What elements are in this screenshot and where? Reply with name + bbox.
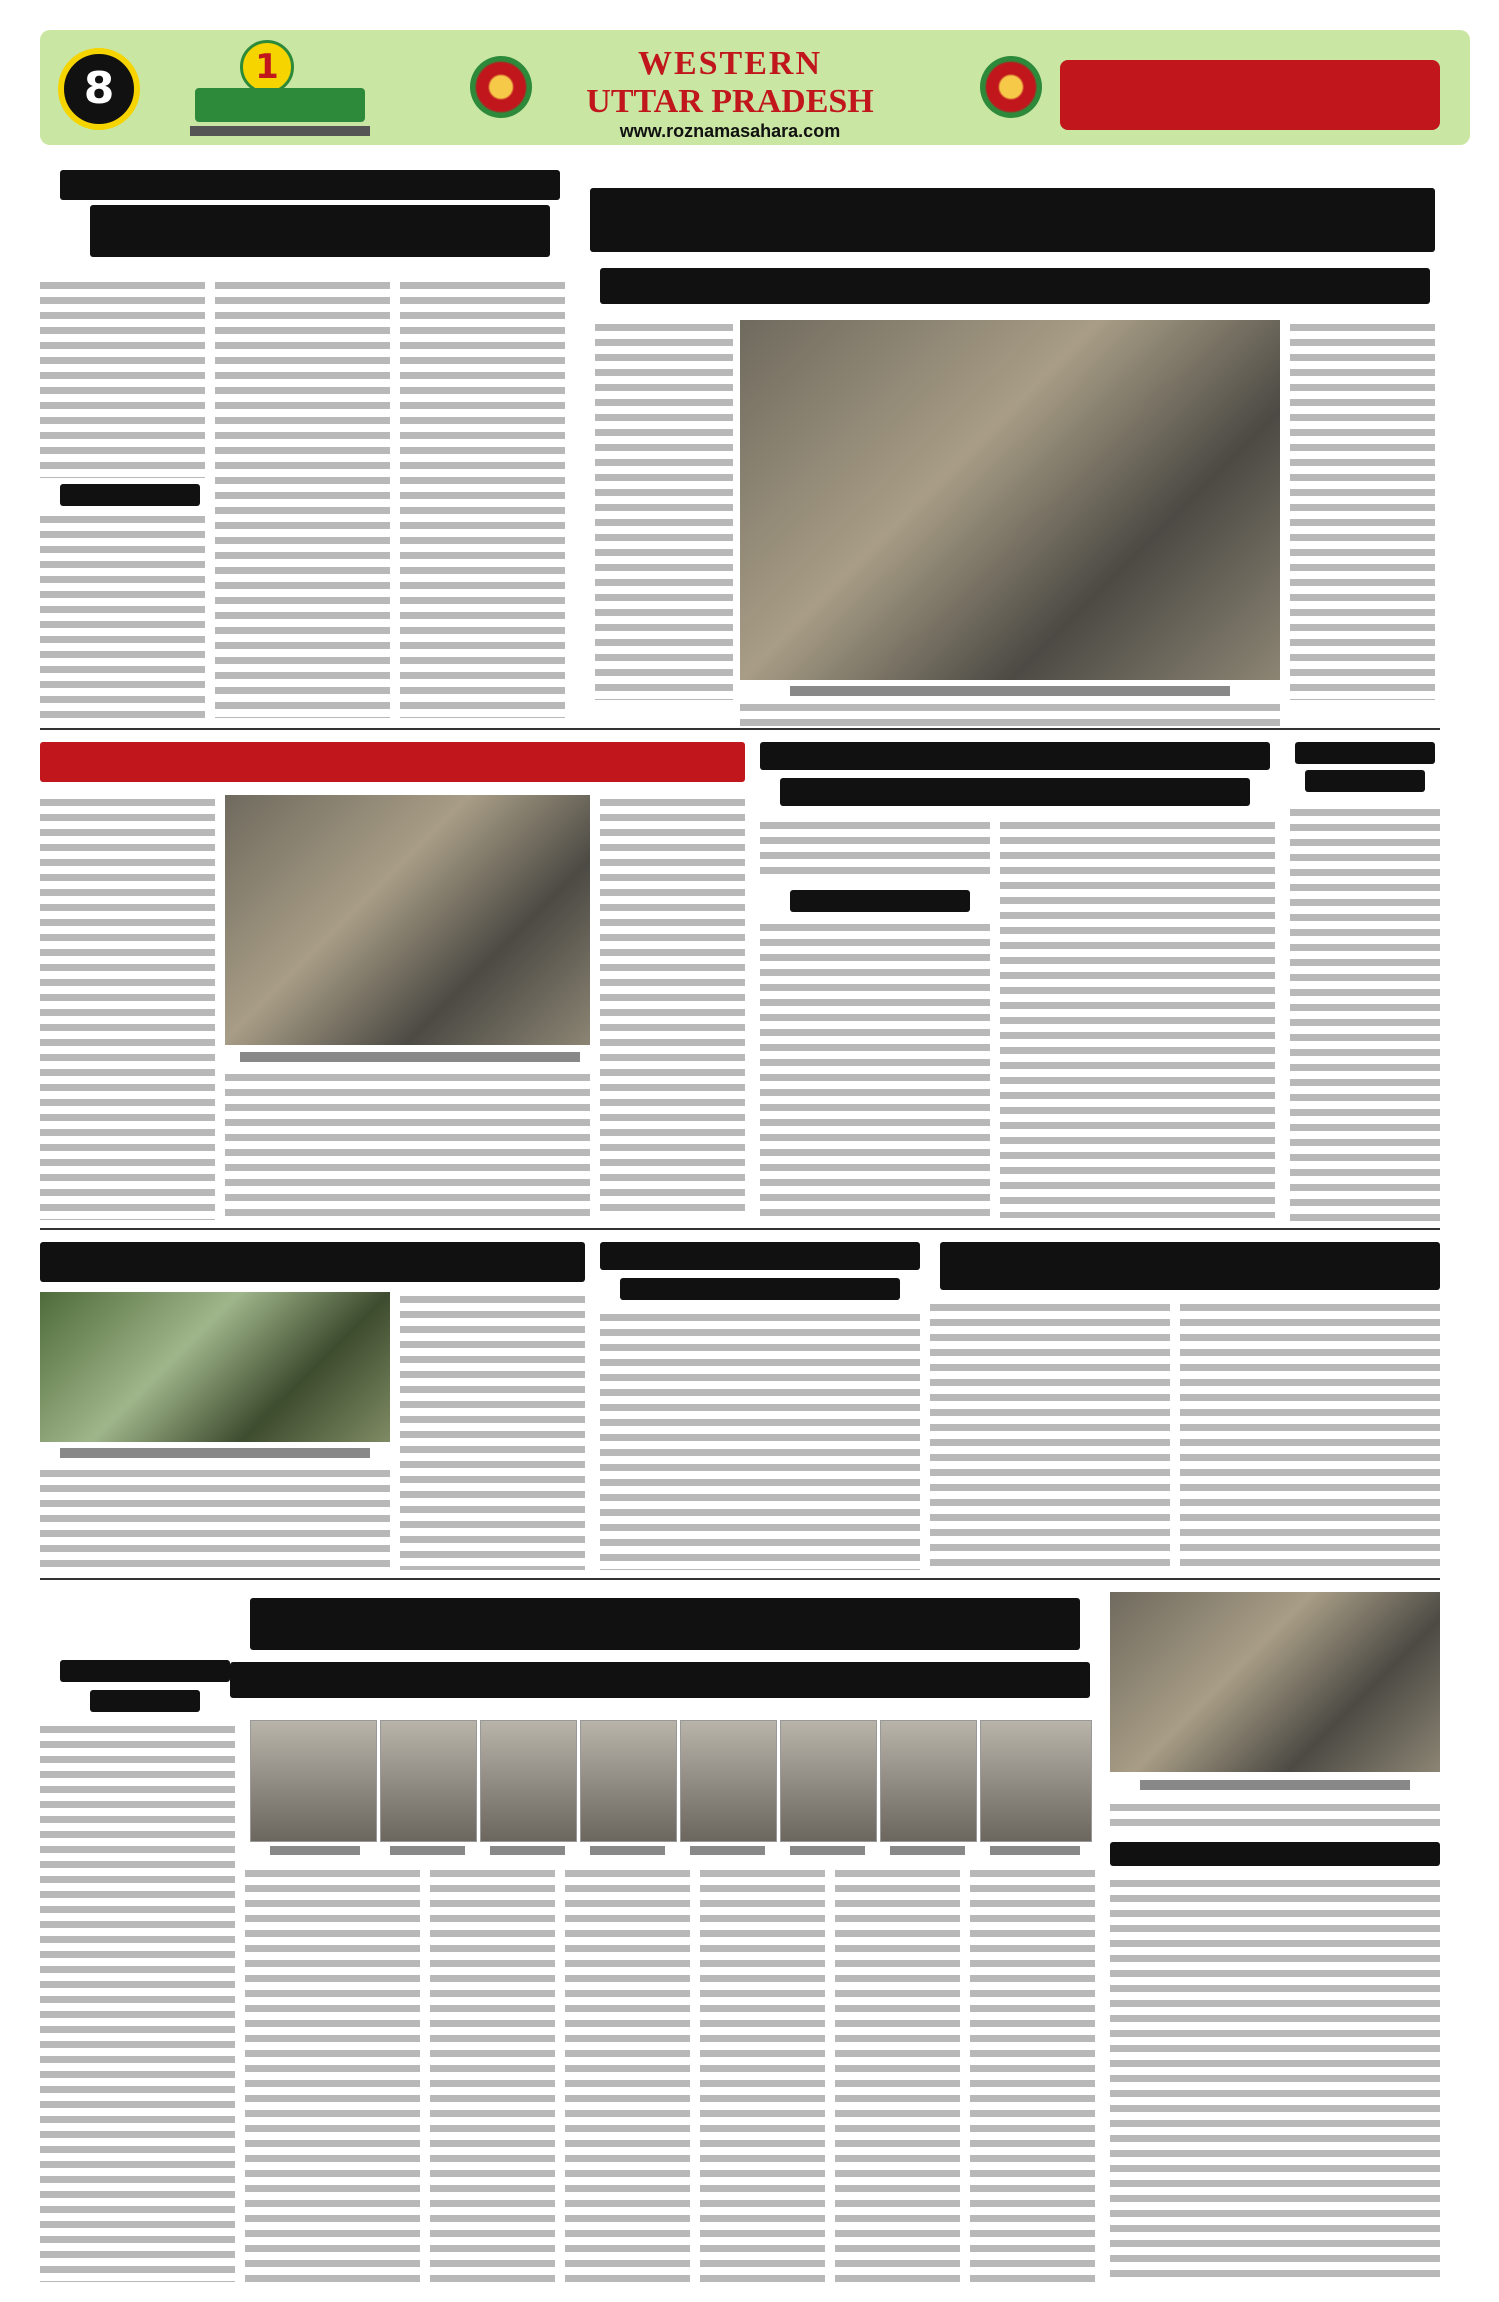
fog-headline: [1295, 742, 1435, 764]
bjp-policy-body: [1110, 1876, 1440, 2282]
portrait-name-4: [690, 1846, 765, 1855]
azam-khan-headline: [40, 742, 745, 782]
portrait-name-5: [590, 1846, 665, 1855]
emblem-icon: [470, 56, 532, 118]
urdu-section-title: [1060, 60, 1440, 130]
budget-col5: [430, 1866, 555, 2282]
budget-headline: [250, 1598, 1080, 1650]
issue-date-line: [190, 126, 370, 136]
brief-headline: [60, 484, 200, 506]
death-subheadline: [780, 778, 1250, 806]
bjp-policy-headline: [1110, 1842, 1440, 1866]
website-url[interactable]: www.roznamasahara.com: [619, 121, 841, 141]
budget-col6: [245, 1866, 420, 2282]
death-headline: [760, 742, 1270, 770]
newspaper-logo-mark: 1: [240, 40, 294, 94]
public-issues-headline: [940, 1242, 1440, 1290]
press-club-headline: [40, 1242, 585, 1282]
azam-body-col1: [600, 795, 745, 1215]
lead-subheadline: [600, 268, 1430, 304]
section-title-line2: UTTAR PRADESH: [586, 83, 874, 120]
divider: [40, 1228, 1440, 1230]
azam-body-col2: [225, 1070, 590, 1220]
public-issues-col2: [930, 1300, 1170, 1570]
page-number: 8: [58, 48, 140, 130]
portrait-name-7: [390, 1846, 465, 1855]
azam-photo: [225, 795, 590, 1045]
samporna-headline: [60, 1660, 230, 1682]
brief-body: [40, 512, 205, 718]
fog-body: [1290, 805, 1440, 1225]
story2-col1: [400, 278, 565, 718]
portrait-1: [980, 1720, 1092, 1842]
portrait-5: [580, 1720, 677, 1842]
triple-talaq-subheadline: [620, 1278, 900, 1300]
budget-col3: [700, 1866, 825, 2282]
portrait-name-6: [490, 1846, 565, 1855]
budget-subheadline: [230, 1662, 1090, 1698]
budget-col4: [565, 1866, 690, 2282]
story2-col2: [215, 278, 390, 718]
triple-talaq-body: [600, 1310, 920, 1570]
portrait-name-1: [990, 1846, 1080, 1855]
lead-body-cont: [740, 700, 1280, 728]
portrait-3: [780, 1720, 877, 1842]
azam-photo-caption: [240, 1052, 580, 1062]
emblem-icon: [980, 56, 1042, 118]
triple-talaq-headline: [600, 1242, 920, 1270]
story2-kicker: [60, 170, 560, 200]
story2-col3: [40, 278, 205, 478]
portrait-2: [880, 1720, 977, 1842]
deoband-caption: [1140, 1780, 1410, 1790]
deoband-photo: [1110, 1592, 1440, 1772]
portrait-name-8: [270, 1846, 360, 1855]
press-club-caption: [60, 1448, 370, 1458]
press-club-photo: [40, 1292, 390, 1442]
budget-col2: [835, 1866, 960, 2282]
samporna-body: [40, 1722, 235, 2282]
portrait-name-2: [890, 1846, 965, 1855]
divider: [40, 1578, 1440, 1580]
portrait-4: [680, 1720, 777, 1842]
lead-body-col2: [595, 320, 733, 700]
section-title-line1: WESTERN: [637, 45, 823, 82]
death-body-col1: [1000, 818, 1275, 1218]
deoband-body-top: [1110, 1800, 1440, 1830]
press-club-col2: [40, 1466, 390, 1570]
portrait-7: [380, 1720, 477, 1842]
azam-body-col3: [40, 795, 215, 1220]
budget-col1: [970, 1866, 1095, 2282]
portrait-6: [480, 1720, 577, 1842]
newspaper-logo-wordmark: [195, 88, 365, 122]
lead-headline: [590, 188, 1435, 252]
public-issues-col1: [1180, 1300, 1440, 1570]
portrait-8: [250, 1720, 377, 1842]
press-club-col1: [400, 1292, 585, 1570]
death-body-col2: [760, 818, 990, 878]
lead-photo-caption: [790, 686, 1230, 696]
lead-body-col1: [1290, 320, 1435, 700]
chemical-headline: [790, 890, 970, 912]
chemical-body: [760, 920, 990, 1220]
portrait-name-3: [790, 1846, 865, 1855]
samporna-subheadline: [90, 1690, 200, 1712]
fog-headline-2: [1305, 770, 1425, 792]
story2-headline: [90, 205, 550, 257]
section-title: [560, 45, 900, 142]
divider: [40, 728, 1440, 730]
lead-photo: [740, 320, 1280, 680]
